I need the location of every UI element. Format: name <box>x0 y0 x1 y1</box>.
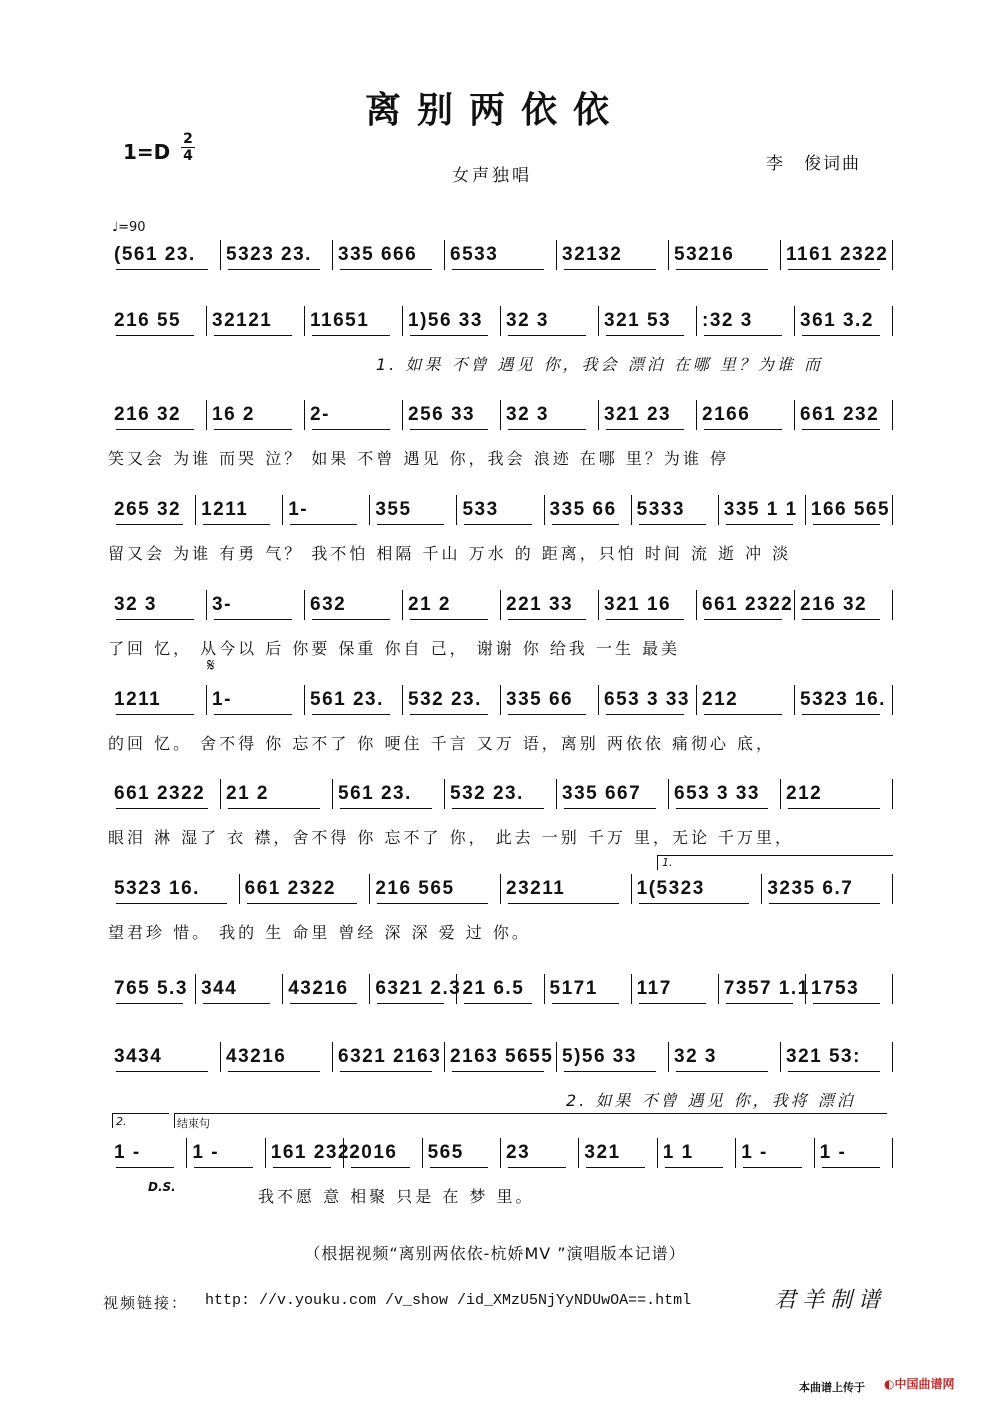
measure: 212 <box>786 783 823 804</box>
beam-underline <box>788 1071 880 1072</box>
barline <box>206 685 207 715</box>
beam-underline <box>802 335 880 336</box>
barline <box>444 240 445 270</box>
beam-underline <box>410 429 488 430</box>
measure: (561 23. <box>114 244 196 265</box>
barline <box>814 1138 815 1168</box>
barline <box>220 240 221 270</box>
barline <box>304 400 305 430</box>
barline <box>556 779 557 809</box>
measure: 661 2322 <box>114 783 206 804</box>
barline <box>500 590 501 620</box>
barline <box>794 590 795 620</box>
measure: 321 <box>584 1142 621 1163</box>
site-logo[interactable] <box>884 1375 955 1392</box>
measure: 21 6.5 <box>462 978 525 999</box>
barline <box>369 874 370 904</box>
beam-underline <box>228 269 320 270</box>
measure: 321 53: <box>786 1046 861 1067</box>
barline <box>500 400 501 430</box>
beam-underline <box>508 429 586 430</box>
measure: 335 66 <box>506 689 574 710</box>
beam-underline <box>743 1167 801 1168</box>
measure: 561 23. <box>338 783 412 804</box>
measure: 32 3 <box>506 310 549 331</box>
beam-underline <box>116 1167 174 1168</box>
beam-underline <box>586 1167 644 1168</box>
tempo-marking <box>112 220 146 235</box>
beam-underline <box>312 429 390 430</box>
barline <box>239 874 240 904</box>
measure: 3- <box>212 594 232 615</box>
barline <box>892 590 893 620</box>
performer-label: 女声独唱 <box>452 166 532 186</box>
beam-underline <box>116 1071 208 1072</box>
page-title: 离别两依依 <box>364 89 625 131</box>
beam-underline <box>676 269 768 270</box>
measure: 216 32 <box>800 594 868 615</box>
beam-underline <box>704 429 782 430</box>
time-signature <box>181 131 195 164</box>
beam-underline <box>452 1071 544 1072</box>
barline <box>696 306 697 336</box>
beam-underline <box>430 1167 488 1168</box>
measure: 533 <box>462 499 499 520</box>
beam-underline <box>726 524 793 525</box>
barline <box>444 1042 445 1072</box>
tempo-value: =90 <box>118 220 146 235</box>
beam-underline <box>564 1071 656 1072</box>
measure: 361 3.2 <box>800 310 874 331</box>
beam-underline <box>676 1071 768 1072</box>
beam-underline <box>116 1003 183 1004</box>
video-link-url[interactable]: http: //v.youku.com /v_show /id_XMzU5NjYyNDUwOA==.html <box>205 1292 692 1309</box>
measure: 16 2 <box>212 404 255 425</box>
beam-underline <box>214 429 292 430</box>
beam-underline <box>508 714 586 715</box>
measure: 265 32 <box>114 499 182 520</box>
beam-underline <box>552 524 619 525</box>
beam-underline <box>214 335 292 336</box>
barline <box>668 779 669 809</box>
barline <box>794 400 795 430</box>
source-note: （根据视频“离别两依依-杭娇MV ”演唱版本记谱） <box>304 1244 686 1263</box>
lyric-line: 的回 忆。 舍不得 你 忘不了 你 哽住 千言 又万 语，离别 两依依 痛彻心 底， <box>108 734 776 753</box>
barline <box>668 1042 669 1072</box>
beam-underline <box>273 1167 331 1168</box>
beam-underline <box>508 619 586 620</box>
barline <box>500 685 501 715</box>
barline <box>892 1042 893 1072</box>
barline <box>696 590 697 620</box>
measure: 256 33 <box>408 404 476 425</box>
measure: 321 23 <box>604 404 672 425</box>
barline <box>332 779 333 809</box>
composer-label: 李 俊词曲 <box>766 154 861 174</box>
barline <box>402 306 403 336</box>
barline <box>696 685 697 715</box>
measure: 3235 6.7 <box>767 878 854 899</box>
beam-underline <box>452 808 544 809</box>
barline <box>444 779 445 809</box>
barline <box>794 306 795 336</box>
beam-underline <box>116 429 194 430</box>
measure: 2- <box>310 404 330 425</box>
measure: 43216 <box>226 1046 287 1067</box>
volta-bracket-1 <box>657 855 893 870</box>
upload-note: 本曲谱上传于 <box>799 1381 865 1394</box>
beam-underline <box>665 1167 723 1168</box>
barline <box>282 974 283 1004</box>
measure: 212 <box>702 689 739 710</box>
measure: 21 2 <box>408 594 451 615</box>
barline <box>805 974 806 1004</box>
barline <box>220 779 221 809</box>
beam-underline <box>351 1167 409 1168</box>
barline <box>369 495 370 525</box>
barline <box>369 974 370 1004</box>
ending-label: 结束句 <box>177 1117 210 1130</box>
beam-underline <box>312 619 390 620</box>
beam-underline <box>606 429 684 430</box>
beam-underline <box>464 1003 531 1004</box>
beam-underline <box>116 619 194 620</box>
measure: 5333 <box>636 499 685 520</box>
beam-underline <box>312 714 390 715</box>
measure: 7357 1.1 <box>723 978 810 999</box>
barline <box>195 495 196 525</box>
time-denominator: 4 <box>183 148 193 164</box>
measure: 2166 <box>702 404 751 425</box>
beam-underline <box>203 524 270 525</box>
barline <box>343 1138 344 1168</box>
measure: 32132 <box>562 244 623 265</box>
barline <box>892 874 893 904</box>
beam-underline <box>606 714 684 715</box>
measure: 653 3 33 <box>604 689 690 710</box>
barline <box>402 590 403 620</box>
measure: 561 23. <box>310 689 384 710</box>
barline <box>332 1042 333 1072</box>
measure: 1753 <box>810 978 860 999</box>
measure: 32 3 <box>506 404 549 425</box>
barline <box>892 974 893 1004</box>
measure: 216 32 <box>114 404 182 425</box>
barline <box>500 306 501 336</box>
barline <box>578 1138 579 1168</box>
beam-underline <box>822 1167 880 1168</box>
beam-underline <box>813 524 880 525</box>
measure: 1 - <box>819 1142 847 1163</box>
beam-underline <box>452 269 544 270</box>
barline <box>195 974 196 1004</box>
measure: 221 33 <box>506 594 574 615</box>
video-link-label: 视频链接： <box>103 1294 189 1312</box>
barline <box>598 590 599 620</box>
barline <box>556 1042 557 1072</box>
beam-underline <box>564 269 656 270</box>
barline <box>892 779 893 809</box>
barline <box>668 240 669 270</box>
beam-underline <box>340 269 432 270</box>
barline <box>500 1138 501 1168</box>
ending-bracket <box>174 1113 887 1128</box>
barline <box>657 1138 658 1168</box>
beam-underline <box>606 335 684 336</box>
barline <box>265 1138 266 1168</box>
measure: 661 232 <box>800 404 880 425</box>
beam-underline <box>704 714 782 715</box>
measure: 565 <box>427 1142 464 1163</box>
measure: 355 <box>375 499 412 520</box>
measure: 1 - <box>192 1142 220 1163</box>
beam-underline <box>116 524 183 525</box>
barline <box>282 495 283 525</box>
barline <box>780 240 781 270</box>
beam-underline <box>606 619 684 620</box>
beam-underline <box>639 1003 706 1004</box>
measure: 1(5323 <box>636 878 705 899</box>
barline <box>718 495 719 525</box>
measure: 6533 <box>450 244 499 265</box>
measure: 1- <box>212 689 232 710</box>
barline <box>186 1138 187 1168</box>
barline <box>631 974 632 1004</box>
measure: 653 3 33 <box>674 783 760 804</box>
measure: 6321 2163 <box>338 1046 442 1067</box>
beam-underline <box>802 619 880 620</box>
beam-underline <box>340 1071 432 1072</box>
measure: 335 1 1 <box>723 499 798 520</box>
measure: 216 55 <box>114 310 182 331</box>
measure: 2016 <box>349 1142 398 1163</box>
beam-underline <box>410 335 488 336</box>
barline <box>206 400 207 430</box>
beam-underline <box>410 714 488 715</box>
site-logo-text: 中国曲谱网 <box>894 1377 955 1391</box>
lyric-line: 眼泪 淋 湿了 衣 襟，舍不得 你 忘不了 你， 此去 一别 千万 里，无论 千万里， <box>108 828 795 847</box>
barline <box>332 240 333 270</box>
barline <box>456 495 457 525</box>
beam-underline <box>290 524 357 525</box>
measure: 1161 2322 <box>786 244 889 265</box>
beam-underline <box>704 619 782 620</box>
measure: 11651 <box>310 310 370 331</box>
barline <box>892 400 893 430</box>
measure: 5323 16. <box>800 689 886 710</box>
beam-underline <box>116 714 194 715</box>
measure: 23211 <box>506 878 566 899</box>
measure: 43216 <box>288 978 349 999</box>
measure: 335 666 <box>338 244 418 265</box>
barline <box>892 495 893 525</box>
ds-marking: D.S. <box>148 1180 176 1194</box>
beam-underline <box>813 1003 880 1004</box>
lyric-line: 1. 如果 不曾 遇见 你，我会 漂泊 在哪 里？为谁 而 <box>376 355 823 374</box>
measure: 1 - <box>741 1142 768 1163</box>
barline <box>422 1138 423 1168</box>
barline <box>220 1042 221 1072</box>
beam-underline <box>410 619 488 620</box>
beam-underline <box>214 619 292 620</box>
barline <box>402 400 403 430</box>
beam-underline <box>508 903 619 904</box>
barline <box>304 685 305 715</box>
measure: 1)56 33 <box>408 310 483 331</box>
beam-underline <box>704 335 782 336</box>
beam-underline <box>377 1003 444 1004</box>
barline <box>500 874 501 904</box>
measure: 344 <box>201 978 238 999</box>
barline <box>631 495 632 525</box>
volta-label-2: 2. <box>116 1115 127 1128</box>
beam-underline <box>340 808 432 809</box>
barline <box>206 590 207 620</box>
arranger-signature: 君羊制谱 <box>774 1288 887 1313</box>
measure: 532 23. <box>450 783 524 804</box>
measure: 321 53 <box>604 310 672 331</box>
measure: 32 3 <box>674 1046 717 1067</box>
beam-underline <box>116 269 208 270</box>
barline <box>780 1042 781 1072</box>
barline <box>206 306 207 336</box>
barline <box>598 400 599 430</box>
measure: 3434 <box>114 1046 163 1067</box>
beam-underline <box>726 1003 793 1004</box>
barline <box>402 685 403 715</box>
beam-underline <box>802 714 880 715</box>
beam-underline <box>802 429 880 430</box>
beam-underline <box>676 808 768 809</box>
measure: 1211 <box>114 689 162 710</box>
lyric-line: 望君珍 惜。 我的 生 命里 曾经 深 深 爱 过 你。 <box>108 923 531 942</box>
beam-underline <box>464 524 531 525</box>
barline <box>805 495 806 525</box>
measure: 1211 <box>201 499 249 520</box>
lyric-line: 了回 忆， 从今以 后 你要 保重 你自 己， 谢谢 你 给我 一生 最美 <box>108 639 681 658</box>
measure: 6321 2.3 <box>375 978 462 999</box>
beam-underline <box>377 903 488 904</box>
measure: 23 <box>506 1142 531 1163</box>
beam-underline <box>769 903 880 904</box>
beam-underline <box>377 524 444 525</box>
beam-underline <box>788 269 880 270</box>
barline <box>544 974 545 1004</box>
barline <box>718 974 719 1004</box>
measure: 532 23. <box>408 689 482 710</box>
barline <box>556 240 557 270</box>
barline <box>892 306 893 336</box>
beam-underline <box>312 335 390 336</box>
measure: 5)56 33 <box>562 1046 637 1067</box>
volta-label-1: 1. <box>662 856 673 869</box>
beam-underline <box>203 1003 270 1004</box>
quarter-note-icon: ♩ <box>112 220 119 235</box>
barline <box>696 400 697 430</box>
segno-icon: 𝄋 <box>207 655 215 676</box>
barline <box>544 495 545 525</box>
beam-underline <box>228 1071 320 1072</box>
beam-underline <box>116 808 208 809</box>
measure: 117 <box>636 978 672 999</box>
beam-underline <box>116 903 227 904</box>
barline <box>456 974 457 1004</box>
barline <box>598 306 599 336</box>
measure: 1 1 <box>662 1142 694 1163</box>
barline <box>780 779 781 809</box>
lyric-line: 2. 如果 不曾 遇见 你，我将 漂泊 <box>566 1091 856 1110</box>
barline <box>892 1138 893 1168</box>
barline <box>761 874 762 904</box>
measure: 166 565 <box>810 499 891 520</box>
measure: 765 5.3 <box>114 978 188 999</box>
barline <box>631 874 632 904</box>
lyric-line: 我不愿 意 相聚 只是 在 梦 里。 <box>258 1187 535 1206</box>
beam-underline <box>564 808 656 809</box>
time-numerator: 2 <box>181 131 195 148</box>
barline <box>735 1138 736 1168</box>
measure: 53216 <box>674 244 735 265</box>
beam-underline <box>639 903 750 904</box>
beam-underline <box>228 808 320 809</box>
measure: :32 3 <box>702 310 753 331</box>
measure: 161 232 <box>270 1142 350 1163</box>
measure: 216 565 <box>375 878 455 899</box>
beam-underline <box>247 903 358 904</box>
beam-underline <box>788 808 880 809</box>
barline <box>304 590 305 620</box>
measure: 32121 <box>212 310 273 331</box>
measure: 335 667 <box>562 783 642 804</box>
beam-underline <box>508 335 586 336</box>
barline <box>794 685 795 715</box>
beam-underline <box>639 524 706 525</box>
measure: 5323 23. <box>226 244 312 265</box>
measure: 5323 16. <box>114 878 200 899</box>
measure: 32 3 <box>114 594 157 615</box>
beam-underline <box>552 1003 619 1004</box>
measure: 661 2322 <box>702 594 794 615</box>
barline <box>598 685 599 715</box>
measure: 21 2 <box>226 783 269 804</box>
beam-underline <box>214 714 292 715</box>
site-logo-icon: ◐ <box>884 1377 895 1391</box>
measure: 2163 5655 <box>450 1046 554 1067</box>
measure: 1 - <box>114 1142 141 1163</box>
measure: 661 2322 <box>244 878 336 899</box>
lyric-line: 留又会 为谁 有勇 气？ 我不怕 相隔 千山 万水 的 距离，只怕 时间 流 逝 冲 淡 <box>108 544 792 563</box>
barline <box>892 240 893 270</box>
beam-underline <box>194 1167 252 1168</box>
measure: 632 <box>310 594 347 615</box>
measure: 335 66 <box>549 499 617 520</box>
measure: 5171 <box>549 978 598 999</box>
measure: 1- <box>288 499 309 520</box>
beam-underline <box>290 1003 357 1004</box>
measure: 321 16 <box>604 594 672 615</box>
lyric-line: 笑又会 为谁 而哭 泣？ 如果 不曾 遇见 你，我会 浪迹 在哪 里？为谁 停 <box>108 449 729 468</box>
beam-underline <box>116 335 194 336</box>
key-signature: 1=D <box>123 140 171 164</box>
barline <box>892 685 893 715</box>
beam-underline <box>508 1167 566 1168</box>
barline <box>304 306 305 336</box>
